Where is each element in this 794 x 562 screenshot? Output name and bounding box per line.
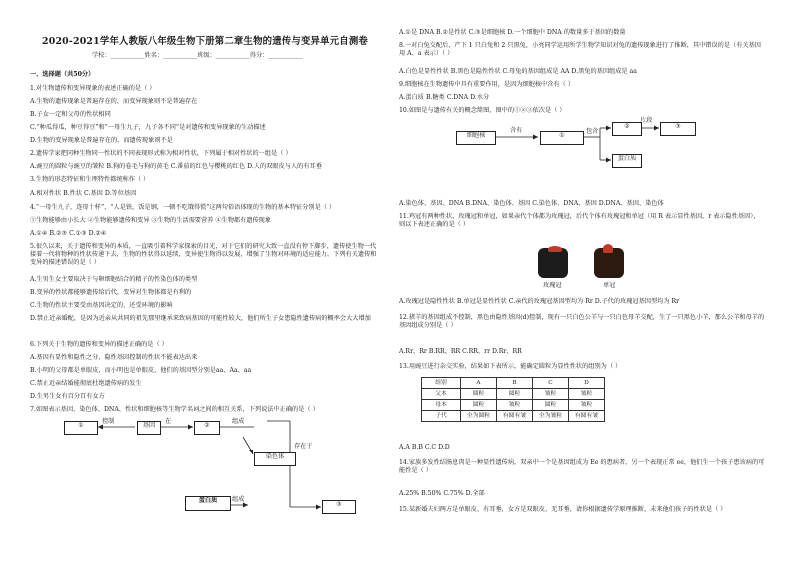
question-13: 13.用豌豆进行杂交实验，结果如下表所示，能确定圆粒为显性性状的组别为（ ） [399, 363, 622, 370]
table-cell: 圆粒 [497, 389, 533, 400]
table-row [422, 400, 605, 411]
question-6: 6.下列关于生物的遗传和变异的描述正确的是（ ） [30, 341, 168, 348]
question-1: 1.对生物遗传和变异现象的表述正确的是（ ） [30, 85, 156, 92]
table-cell: 有圆有皱 [569, 411, 605, 422]
diagram2-node-nucleus: 细胞核 [456, 131, 496, 145]
options: A.蛋白质 B.糖类 C.DNA D.水分 [399, 94, 490, 101]
question-7: 7.如图表示基因、染色体、DNA、性状和细胞核等生物学名词之间的相互关系，下列说法中正确的是（ ） [30, 406, 319, 413]
statements: ①生物能够由小长大 ②生物能够遗传和变异 ③生物的生活需要营养 ④生物都有遗传现象 [30, 217, 272, 224]
diagram-node-1: ① [64, 421, 98, 435]
options: A.白色是显性性状 B.黑色是隐性性状 C.母兔的基因组成是 AA D.黑兔的基因组成是 aa [399, 68, 637, 75]
table-cell: D [569, 378, 605, 389]
diagram2-node-2: ② [612, 122, 642, 136]
student-info-line: 学校：___________姓名：___________班级：___________得分：___________ [92, 52, 303, 59]
diagram-node-gene: 基因 [137, 421, 161, 435]
option: A.生物的遗传现象是普遍存在的，而变异现象则不是普遍存在 [30, 98, 198, 105]
option: D.生物的变异现象是普遍存在的，而遗传现象则不是 [30, 137, 173, 144]
diagram2-label: 包含 [586, 128, 599, 135]
table-row [422, 378, 605, 389]
table-cell: 全为圆粒 [461, 411, 497, 422]
page-title: 2020-2021学年人教版八年级生物下册第二章生物的遗传与变异单元自测卷 [42, 36, 368, 47]
pea-cross-table [421, 377, 605, 422]
table-cell: 组别 [422, 378, 461, 389]
question-4: 4.“一母生九子，连母十样”、“人是铁，饭是钢，一顿不吃饿得慌”这两句俗语体现的生物的基本特征分别是（ ） [30, 204, 336, 211]
table-cell: 母本 [422, 400, 461, 411]
diagram2-node-3: ③ [660, 122, 696, 136]
option: D.生男生女有百分百有女方 [30, 393, 105, 400]
rose-comb-rooster-image [538, 248, 568, 278]
options: A.玫瑰冠是隐性性状 B.单冠是显性性状 C.亲代的玫瑰冠基因型均为 Rr D.子代的玫瑰冠基因型均为 Rr [399, 298, 680, 305]
options: A.①④ B.②③ C.①③ D.②④ [30, 230, 107, 237]
option: B.变异的性状都能够遗传给后代，变异对生物体都是有利的 [30, 289, 192, 296]
option: C.生物的性状主要受由基因决定的，还受环境的影响 [30, 302, 173, 309]
option: B.小明的父母都是单眼皮，而小明也是单眼皮，他们的基因型分别是aa、Aa、aa [30, 367, 252, 374]
question-9: 9.细胞核在生物遗传中具有重要作用，是因为细胞核中含有（ ） [399, 81, 574, 88]
table-cell: 圆粒 [461, 400, 497, 411]
table-cell: 圆粒 [533, 400, 569, 411]
diagram2-node-1: ① [540, 131, 584, 145]
table-cell: 皱粒 [497, 400, 533, 411]
question-12: 12.猪羊的基因组成不控制，黑色由隐性基因(d)控制，现有一只白色公羊与一只白色母羊交配，生了一只黑色小羊，那么公羊和母羊的基因组成分别是（ ） [399, 314, 765, 329]
options: A.染色体、基因、DNA B.DNA、染色体、基因 C.染色体、DNA、基因 D.DNA、基因、染色体 [399, 200, 664, 207]
option: A.基因有显性和隐性之分，隐性基因控制的性状不能表达出来 [30, 354, 198, 361]
option: B.子女一定和父母的性状相同 [30, 111, 111, 118]
diagram-label: 组成 [232, 496, 245, 503]
options: A.Rr、Rr B.RR、RR C.RR、rr D.Rr、RR [399, 348, 522, 355]
diagram-label: 控制 [102, 418, 115, 425]
table-cell: 皱粒 [569, 400, 605, 411]
table-cell: 子代 [422, 411, 461, 422]
question-3: 3.生物的形态特征和生理特性都统称作（ ） [30, 176, 150, 183]
diagram-node-chromosome: 染色体 [254, 452, 296, 466]
table-cell: 有圆有皱 [497, 411, 533, 422]
question-2: 2.遗传学家把同种生物同一性状的不同表现形式称为相对性状，下列属于相对性状的一组是（ ） [30, 150, 292, 157]
comb-shape [548, 246, 562, 252]
table-cell: 皱粒 [569, 389, 605, 400]
table-cell: 父本 [422, 389, 461, 400]
section-heading: 一、选择题（共50分） [30, 71, 95, 78]
table-cell: C [533, 378, 569, 389]
options: A.豌豆的圆粒与豌豆的皱粒 B.狗的卷毛与狗的黄毛 C.番茄的红色与樱桃的红色 D.人的双眼皮与人的有耳垂 [30, 163, 322, 170]
table-cell: 全为皱粒 [533, 411, 569, 422]
table-cell: 皱粒 [533, 389, 569, 400]
question-14: 14.家族多发性结肠息肉是一种显性遗传病，双亲中一个是基因组成为 Ee 的患病者，另一个表现正常 ee，他们生一个孩子患该病的可能性是（ ） [399, 459, 765, 474]
image-caption: 单冠 [603, 282, 616, 289]
options: A.A B.B C.C D.D [399, 444, 450, 451]
question-11: 11.鸡冠有两种性状，玫瑰冠和单冠，如果亲代个体都为玫瑰冠，后代个体有玫瑰冠和单冠（用 R 表示显性基因，r 表示隐性基因），则以下表述正确的是（ ） [399, 213, 760, 228]
q7-options: A.①是 DNA B.②是性状 C.③是细胞核 D.一个细胞中 DNA 的数量多于基因的数量 [399, 29, 626, 36]
table-row [422, 411, 605, 422]
image-caption: 玫瑰冠 [543, 282, 562, 289]
diagram-label: 组成 [232, 418, 245, 425]
options: A.25% B.50% C.75% D.全部 [399, 490, 485, 497]
diagram-node-protein: 蛋白质 [185, 496, 231, 511]
table-cell: B [497, 378, 533, 389]
question-8: 8.一对白兔交配后，产下 1 只白兔和 2 只黑兔，小亮同学运用所学生物学知识对兔的遗传现象进行了推断，其中错误的是（有关基因用 A、a 表示）（ ） [399, 42, 761, 57]
option: A.生男生女主要取决于与卵细胞结合的精子的性染色体的类型 [30, 276, 198, 283]
diagram-label: 在 [165, 418, 172, 425]
diagram-node-2: ② [194, 421, 220, 435]
question-10: 10.如图是与遗传有关的概念简图，图中的①②③依次是（ ） [399, 107, 566, 114]
option: D.禁止近亲婚配，是因为近亲从共同的祖先那里继承来致病基因的可能性较大，他们所生子女患隐性遗传病的概率会大大增加 [30, 315, 371, 322]
comb-shape [603, 244, 613, 253]
question-15: 15.某新婚夫妇两方是单眼皮、有耳垂，女方是双眼皮、无耳垂，请你根据遗传学原理推断，未来他们孩子的性状是（ ） [399, 506, 727, 513]
option: C.“种瓜得瓜，种豆得豆”和“一母生九子，九子各不同”是对遗传和变异现象的生动描述 [30, 124, 266, 131]
table-cell: 圆粒 [461, 389, 497, 400]
diagram2-node-protein: 蛋白质 [612, 154, 642, 168]
table-cell: A [461, 378, 497, 389]
diagram-node-3: ③ [322, 500, 356, 514]
diagram-label: 存在于 [294, 443, 313, 450]
options: A.相对性状 B.性状 C.基因 D.等位基因 [30, 190, 137, 197]
option: C.禁止近亲结婚能彻底杜绝遗传病的发生 [30, 380, 142, 387]
table-row [422, 389, 605, 400]
diagram2-label: 片段 [640, 117, 653, 124]
question-5: 5.很久以来，关于遗传和变异的本质，一直吸引着科学家探索的目光，对于它们的研究大致一直没有停下脚步，遗传使生物一代接着一代将物种的性状传递下去，生物的性状得以延续，变异使生物得以发展，增强了生物对环境的适应能力。下列有关遗传和变异的描述错误的是（ ） [30, 243, 377, 266]
diagram2-label: 含有 [510, 127, 523, 134]
